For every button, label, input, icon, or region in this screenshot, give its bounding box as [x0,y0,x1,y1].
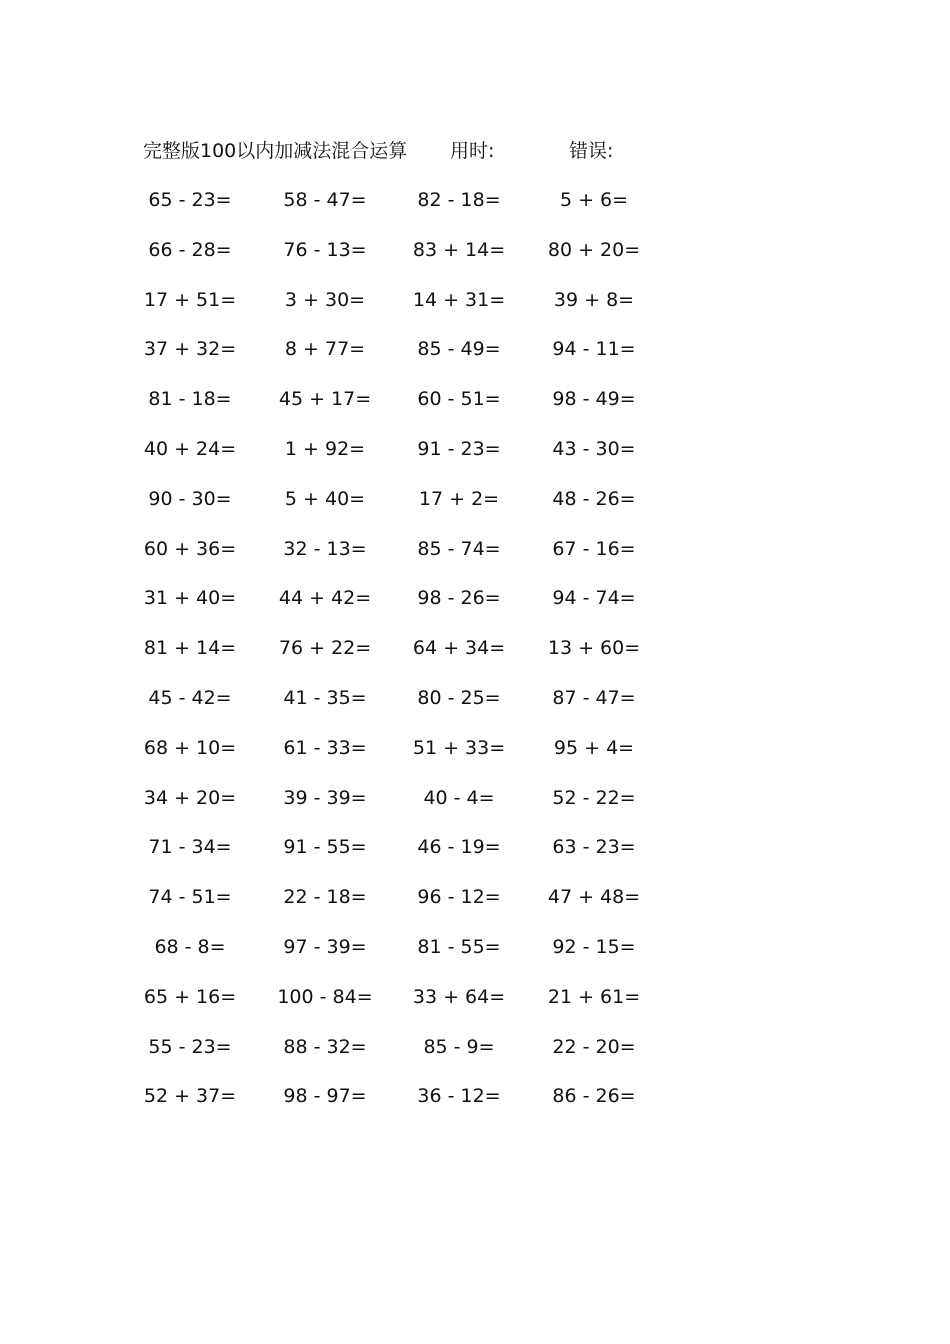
problem-row [0,933,950,983]
arithmetic-problem: 63 - 23= [552,836,636,859]
arithmetic-problem: 82 - 18= [417,189,501,211]
arithmetic-problem: 52 - 22= [552,786,636,809]
worksheet-title: 完整版100以内加减法混合运算 [143,140,408,162]
arithmetic-problem: 85 - 49= [417,338,501,361]
arithmetic-problem: 81 + 14= [143,637,237,660]
arithmetic-problem: 33 + 64= [412,985,506,1008]
arithmetic-problem: 51 + 33= [412,736,506,759]
problem-row [0,335,950,385]
arithmetic-problem: 14 + 31= [412,288,506,311]
arithmetic-problem: 61 - 33= [283,736,367,759]
time-used-label: 用时: [450,140,495,162]
arithmetic-problem: 39 - 39= [283,786,367,809]
arithmetic-problem: 68 + 10= [143,736,237,759]
arithmetic-problem: 13 + 60= [547,637,641,660]
arithmetic-problem: 48 - 26= [552,487,636,510]
arithmetic-problem: 17 + 51= [143,288,237,311]
arithmetic-problem: 88 - 32= [283,1035,367,1058]
arithmetic-problem: 47 + 48= [547,886,641,909]
arithmetic-problem: 60 + 36= [143,537,237,560]
problem-row [0,435,950,485]
arithmetic-problem: 95 + 4= [553,736,635,759]
arithmetic-problem: 81 - 18= [148,388,232,411]
arithmetic-problem: 71 - 34= [148,836,232,859]
problem-row [0,535,950,585]
error-count-label: 错误: [569,140,614,162]
arithmetic-problem: 21 + 61= [547,985,641,1008]
arithmetic-problem: 66 - 28= [148,238,232,261]
problem-row [0,734,950,784]
problem-row [0,286,950,336]
arithmetic-problem: 98 - 49= [552,388,636,411]
arithmetic-problem: 76 + 22= [278,637,372,660]
arithmetic-problem: 43 - 30= [552,437,636,460]
arithmetic-problem: 52 + 37= [143,1085,237,1108]
arithmetic-problem: 58 - 47= [283,189,367,211]
problem-row [0,983,950,1033]
arithmetic-problem: 86 - 26= [552,1085,636,1108]
problem-row [0,784,950,834]
problem-row [0,186,950,236]
arithmetic-problem: 83 + 14= [412,238,506,261]
arithmetic-problem: 80 + 20= [547,238,641,261]
arithmetic-problem: 45 - 42= [148,686,232,709]
arithmetic-problem: 8 + 77= [284,338,366,361]
arithmetic-problem: 46 - 19= [417,836,501,859]
arithmetic-problem: 98 - 26= [417,587,501,610]
problem-row [0,1082,950,1132]
arithmetic-problem: 91 - 23= [417,437,501,460]
problem-row [0,634,950,684]
problem-row [0,883,950,933]
problem-row [0,584,950,634]
arithmetic-problem: 81 - 55= [417,935,501,958]
problem-row [0,385,950,435]
arithmetic-problem: 67 - 16= [552,537,636,560]
arithmetic-problem: 92 - 15= [552,935,636,958]
arithmetic-problem: 96 - 12= [417,886,501,909]
problem-row [0,485,950,535]
arithmetic-problem: 91 - 55= [283,836,367,859]
arithmetic-problem: 17 + 2= [418,487,500,510]
problem-row [0,833,950,883]
arithmetic-problem: 97 - 39= [283,935,367,958]
arithmetic-problem: 31 + 40= [143,587,237,610]
arithmetic-problem: 32 - 13= [283,537,367,560]
arithmetic-problem: 45 + 17= [278,388,372,411]
problem-row [0,1033,950,1083]
problem-row [0,236,950,286]
arithmetic-problem: 5 + 6= [559,189,629,211]
arithmetic-problem: 37 + 32= [143,338,237,361]
arithmetic-problem: 41 - 35= [283,686,367,709]
arithmetic-problem: 22 - 20= [552,1035,636,1058]
arithmetic-problem: 55 - 23= [148,1035,232,1058]
arithmetic-problem: 80 - 25= [417,686,501,709]
arithmetic-problem: 100 - 84= [277,985,373,1008]
arithmetic-problem: 22 - 18= [283,886,367,909]
arithmetic-problem: 36 - 12= [417,1085,501,1108]
arithmetic-problem: 60 - 51= [417,388,501,411]
arithmetic-problem: 74 - 51= [148,886,232,909]
arithmetic-problem: 76 - 13= [283,238,367,261]
arithmetic-problem: 34 + 20= [143,786,237,809]
arithmetic-problem: 85 - 74= [417,537,501,560]
arithmetic-problem: 68 - 8= [154,935,226,958]
arithmetic-problem: 65 - 23= [148,189,232,211]
arithmetic-problem: 3 + 30= [284,288,366,311]
arithmetic-problem: 39 + 8= [553,288,635,311]
worksheet-header [143,137,703,165]
arithmetic-problem: 90 - 30= [148,487,232,510]
arithmetic-problem: 40 + 24= [143,437,237,460]
arithmetic-problem: 65 + 16= [143,985,237,1008]
arithmetic-problem: 98 - 97= [283,1085,367,1108]
arithmetic-problem: 64 + 34= [412,637,506,660]
arithmetic-problem: 87 - 47= [552,686,636,709]
arithmetic-problem: 5 + 40= [284,487,366,510]
arithmetic-problem: 85 - 9= [423,1035,495,1058]
arithmetic-problem: 40 - 4= [423,786,495,809]
problem-row [0,684,950,734]
problem-grid [0,186,950,1132]
arithmetic-problem: 1 + 92= [284,437,366,460]
arithmetic-problem: 94 - 74= [552,587,636,610]
arithmetic-problem: 94 - 11= [552,338,636,361]
arithmetic-problem: 44 + 42= [278,587,372,610]
